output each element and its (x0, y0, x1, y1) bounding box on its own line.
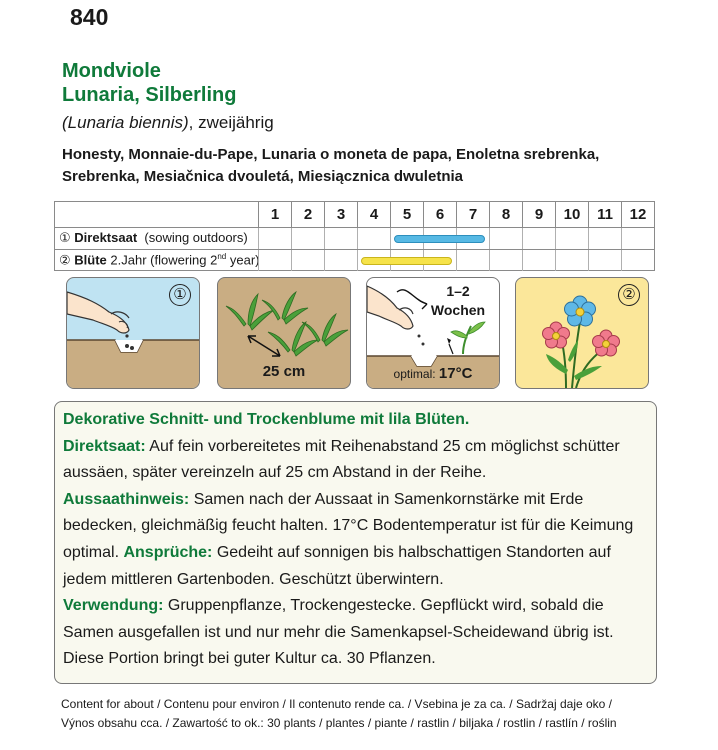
plant-name-primary: Mondviole (62, 60, 161, 82)
month-12: 12 (621, 202, 654, 227)
calendar-cell (489, 250, 522, 271)
sowing-period-bar (394, 235, 485, 243)
month-7: 7 (456, 202, 489, 227)
calendar-cell (324, 228, 357, 249)
verwendung-label: Verwendung: (63, 597, 164, 615)
sowing-calendar (54, 201, 655, 271)
latin-name: (Lunaria biennis) (62, 113, 189, 132)
calendar-cell (555, 228, 588, 249)
month-6: 6 (423, 202, 456, 227)
product-code: 840 (70, 4, 109, 30)
calendar-cell (489, 228, 522, 249)
calendar-cell (258, 250, 291, 271)
calendar-cell (555, 250, 588, 271)
calendar-row-label: ② Blüte 2.Jahr (flowering 2nd year) (59, 252, 260, 268)
calendar-cell (324, 250, 357, 271)
month-9: 9 (522, 202, 555, 227)
step-number-1: ① (169, 284, 191, 306)
latin-name-line (62, 113, 274, 133)
calendar-cell (357, 228, 390, 249)
plant-name-secondary: Lunaria, Silberling (62, 84, 237, 106)
calendar-cell (621, 228, 654, 249)
calendar-cell (456, 250, 489, 271)
direktsaat-text: Auf fein vorbereitetes mit Reihenabstand 25 cm möglichst schütter aussäen, später vereinzeln auf 25 cm Abstand in der Reihe. (63, 437, 620, 482)
month-10: 10 (555, 202, 588, 227)
panel-direct-sowing (66, 277, 200, 389)
calendar-header-row (55, 202, 654, 227)
tagline: Dekorative Schnitt- und Trockenblume mit lila Blüten. (63, 411, 470, 428)
month-5: 5 (390, 202, 423, 227)
content-info (61, 695, 701, 733)
calendar-row-flowering (55, 249, 654, 271)
calendar-cell (258, 228, 291, 249)
calendar-cell (588, 250, 621, 271)
month-4: 4 (357, 202, 390, 227)
common-names-line-2: Srebrenka, Mesiačnica dvouletá, Miesiącznica dwuletnia (62, 168, 463, 185)
life-cycle: , zweijährig (188, 113, 274, 132)
calendar-row-sowing (55, 227, 654, 249)
description-text (63, 434, 648, 487)
calendar-cell (588, 228, 621, 249)
anspruch-text: Gedeiht auf sonnigen bis halbschattigen Standorten auf jedem mittleren Gartenboden. Geschützt überwintern. (63, 543, 611, 588)
common-names (62, 144, 702, 188)
hinweis-text: Samen nach der Aussaat in Samenkornstärke mit Erde bedecken, gleichmäßig feucht halten. 17°C Bodentemperatur ist für die Keimung optimal. (63, 490, 634, 561)
month-11: 11 (588, 202, 621, 227)
month-2: 2 (291, 202, 324, 227)
common-names-line-1: Honesty, Monnaie-du-Pape, Lunaria o moneta de papa, Enoletna srebrenka, (62, 146, 600, 163)
panel-row-spacing (217, 277, 351, 389)
row-spacing-label: 25 cm (262, 363, 306, 380)
calendar-cell (522, 228, 555, 249)
content-line-1: Content for about / Contenu pour environ / Il contenuto rende ca. / Vsebina je za ca. / Sadržaj daje oko / (61, 697, 613, 711)
optimal-temperature: optimal: 17°C (393, 365, 473, 382)
description-box (54, 401, 657, 684)
description-text (63, 593, 648, 673)
hinweis-label: Aussaathinweis: (63, 490, 190, 508)
calendar-cell (291, 250, 324, 271)
anspruch-label: Ansprüche: (123, 543, 213, 561)
step-number-2: ② (618, 284, 640, 306)
calendar-cell (621, 250, 654, 271)
panel-germination (366, 277, 500, 389)
panel-flowering (515, 277, 649, 389)
calendar-row-label: ① Direktsaat (sowing outdoors) (59, 230, 248, 245)
flowering-period-bar (361, 257, 452, 265)
month-8: 8 (489, 202, 522, 227)
month-3: 3 (324, 202, 357, 227)
content-line-2: Výnos obsahu cca. / Zawartość to ok.: 30 plants / plantes / piante / rastlin / biljaka / rostlin / rastlín / roślin (61, 716, 617, 730)
direktsaat-label: Direktsaat: (63, 437, 146, 455)
germination-weeks: 1–2 Wochen (430, 283, 486, 318)
description-text (63, 487, 648, 593)
calendar-cell (522, 250, 555, 271)
verwendung-text: Gruppenpflanze, Trockengestecke. Gepflückt wird, sobald die Samen ausgefallen ist und nur mehr die Samenkapsel-Scheidewand übrig ist. Diese Portion bringt bei guter Kultur ca. 30 Pflanzen. (63, 597, 614, 668)
month-1: 1 (258, 202, 291, 227)
calendar-cell (291, 228, 324, 249)
